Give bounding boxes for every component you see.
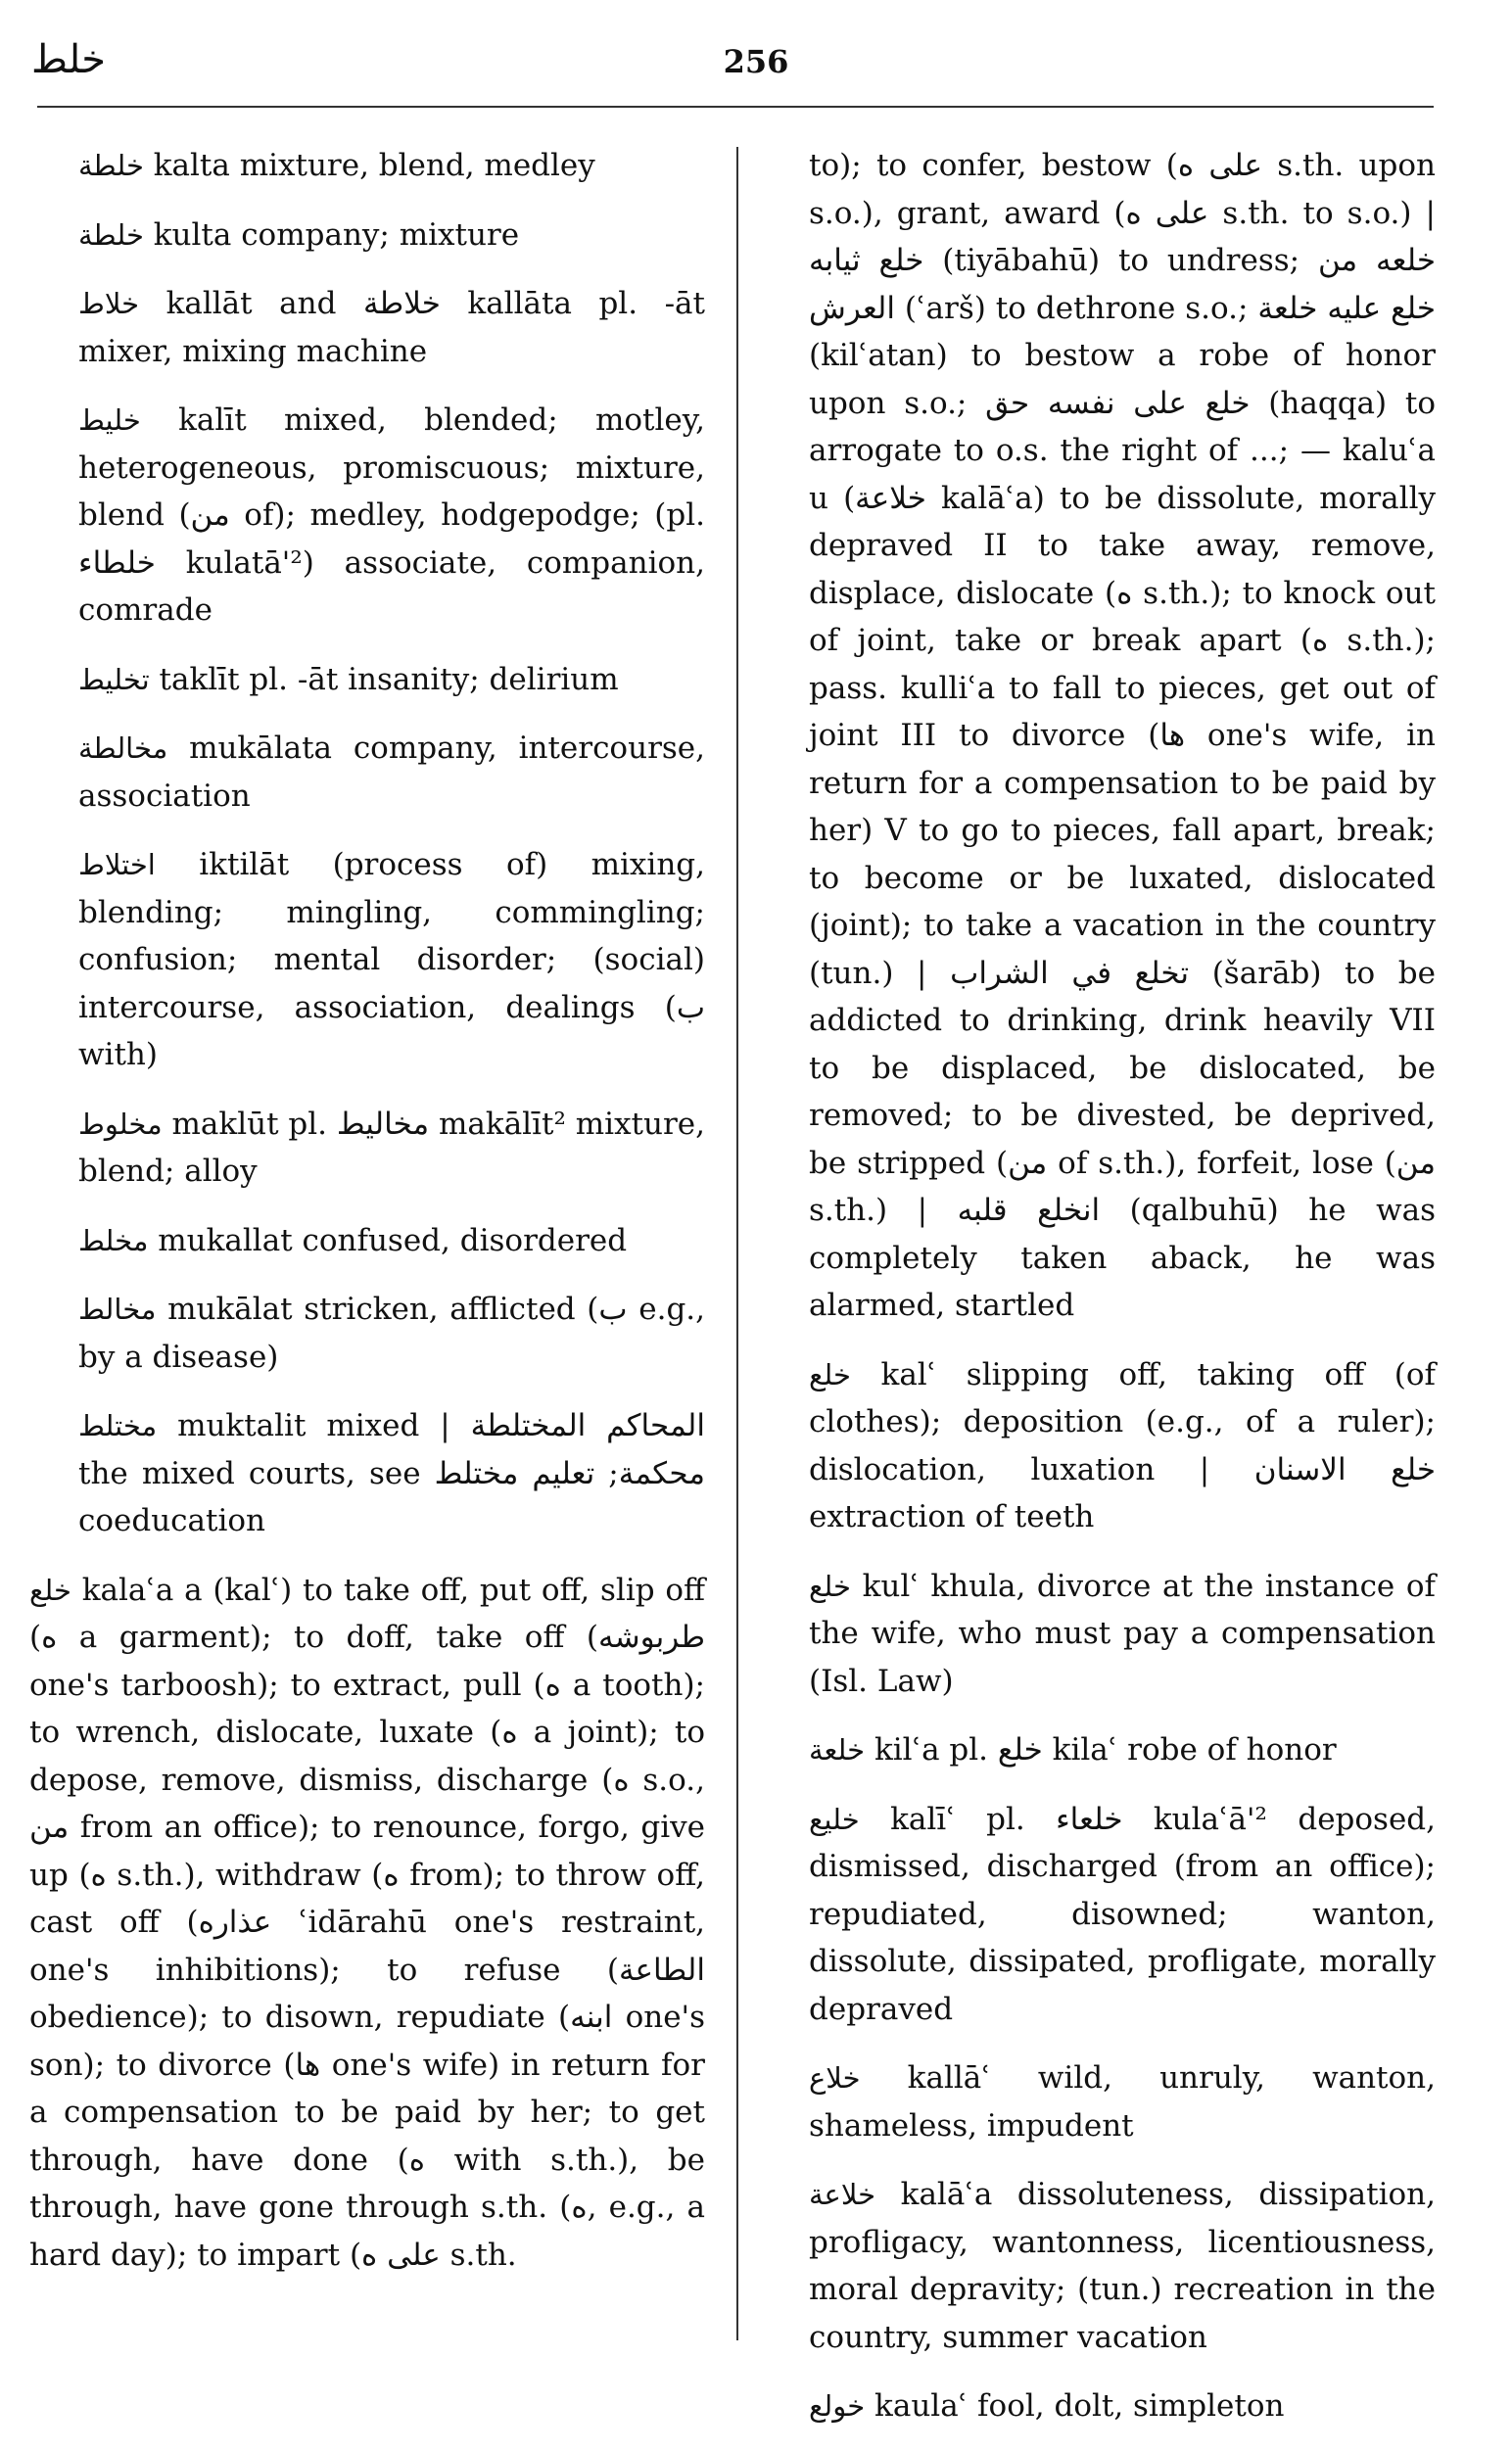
entry-definition: kalāʿa dissoluteness, dissipation, profligacy, wantonness, licentiousness, moral depravity; (tun.) recreation in the country, summer vacation — [809, 2177, 1437, 2355]
dictionary-entry — [78, 1286, 705, 1381]
dictionary-entry — [78, 656, 705, 704]
arabic-headword: اختلاط — [78, 848, 156, 881]
arabic-headword: خلع — [809, 1569, 851, 1603]
dictionary-entry — [78, 212, 705, 259]
entry-definition: kalīt mixed, blended; motley, heterogeneous, promiscuous; mixture, blend (من of); medley, hodgepodge; (pl. خلطاء kulatā'²) associate, companion, comrade — [78, 402, 705, 628]
dictionary-entry — [78, 1402, 705, 1545]
entry-definition: kulʿ khula, divorce at the instance of the wife, who must pay a compensation (Isl. Law) — [809, 1568, 1437, 1699]
dictionary-entry — [78, 1217, 705, 1265]
entry-definition: mukālat stricken, afflicted (ب e.g., by a disease) — [78, 1292, 705, 1375]
arabic-headword: خلطة — [78, 217, 144, 252]
dictionary-entry — [809, 2171, 1436, 2361]
dictionary-entry — [78, 841, 705, 1079]
entry-definition: kaulaʿ fool, dolt, simpleton — [874, 2388, 1285, 2424]
entry-definition: iktilāt (process of) mixing, blending; mingling, commingling; confusion; mental disorder; (social) intercourse, association, dealings (ب with) — [78, 847, 705, 1072]
dictionary-entry — [809, 142, 1436, 1330]
arabic-headword: مخلط — [78, 1223, 149, 1257]
entry-definition: maklūt pl. مخاليط makālīt² mixture, blend; alloy — [78, 1106, 705, 1189]
entry-definition: kalaʿa a (kalʿ) to take off, put off, slip off (ه a garment); to doff, take off (طربوشه one's tarboosh); to extract, pull (ه a tooth); to wrench, dislocate, luxate (ه a joint); to depose, remove, dismiss, discharge (ه s.o., من from an office); to renounce, forgo, give up (ه s.th.), withdraw (ه from); to throw off, cast off (عذاره ʿidārahū one's restraint, one's inhibitions); to refuse (الطاعة obedience); to disown, repudiate (ابنه one's son); to divorce (ها one's wife) in return for a compensation to be paid by her; to get through, have done (ه with s.th.), be through, have gone through s.th. (ه, e.g., a hard day); to impart (على ه s.th. — [29, 1572, 706, 2273]
right-column — [809, 142, 1436, 2452]
arabic-headword: خلطة — [78, 149, 144, 182]
arabic-headword: خلع — [29, 1573, 71, 1607]
arabic-headword: خلعة — [809, 1733, 866, 1767]
entry-definition: taklīt pl. -āt insanity; delirium — [159, 661, 619, 697]
entry-definition: kallāt and خلاطة kallāta pl. -āt mixer, mixing machine — [78, 286, 705, 369]
entry-definition: to); to confer, bestow (على ه s.th. upon s.o.), grant, award (على ه s.th. to s.o.) | خلع ثيابه (tiyābahū) to undress; خلعه من العرش (ʿarš) to dethrone s.o.; خلع عليه خلعة (kilʿatan) to bestow a robe of honor upon s.o.; خلع على نفسه حق (haqqa) to arrogate to o.s. the right of ...; — kaluʿa u (خلاعة kalāʿa) to be dissolute, morally depraved II to take away, remove, displace, dislocate (ه s.th.); to knock out of joint, take or break apart (ه s.th.); pass. kulliʿa to fall to pieces, get out of joint III to divorce (ها one's wife, in return for a compensation to be paid by her) V to go to pieces, fall apart, break; to become or be luxated, dislocated (joint); to take a vacation in the country (tun.) | تخلع في الشراب (šarāb) to be addicted to drinking, drink heavily VII to be displaced, be dislocated, be removed; to be divested, be deprived, be stripped (من of s.th.), forfeit, lose (من s.th.) | انخلع قلبه (qalbuhū) he was completely taken aback, he was alarmed, startled — [809, 148, 1437, 1323]
header-rule — [37, 106, 1434, 108]
arabic-headword: خلاع — [809, 2061, 861, 2095]
dictionary-entry — [78, 397, 705, 635]
arabic-headword: خلاعة — [809, 2178, 876, 2211]
dictionary-entry — [809, 1563, 1436, 1706]
arabic-headword: خلاط — [78, 287, 140, 320]
arabic-headword: تخليط — [78, 662, 150, 696]
entry-definition: mukallat confused, disordered — [158, 1222, 628, 1258]
dictionary-entry — [78, 725, 705, 820]
dictionary-entry — [809, 1351, 1436, 1541]
arabic-headword: خلع — [809, 1357, 851, 1391]
entry-definition: kalīʿ pl. خلعاء kulaʿā'² deposed, dismissed, discharged (from an office); repudiated, disowned; wanton, dissolute, dissipated, profligate, morally depraved — [809, 1801, 1437, 2027]
dictionary-entry — [78, 1101, 705, 1196]
entry-definition: kalʿ slipping off, taking off (of clothes); deposition (e.g., of a ruler); dislocation, luxation | خلع الاسنان extraction of teeth — [809, 1356, 1436, 1534]
arabic-headword: مخالطة — [78, 731, 168, 765]
entry-definition: muktalit mixed | المحاكم المختلطة the mixed courts, see محكمة; تعليم مختلط coeducation — [78, 1408, 705, 1538]
dictionary-entry — [78, 280, 705, 375]
entry-definition: kulta company; mixture — [153, 216, 520, 253]
column-divider — [736, 147, 738, 2340]
arabic-headword: مختلط — [78, 1409, 158, 1442]
dictionary-entry — [78, 142, 705, 190]
arabic-headword: خولع — [809, 2389, 866, 2423]
entry-definition: kilʿa pl. خلع kilaʿ robe of honor — [874, 1732, 1337, 1768]
dictionary-entry — [809, 2382, 1436, 2430]
arabic-headword: خليع — [809, 1802, 860, 1836]
page-number: 256 — [723, 43, 789, 80]
arabic-headword: مخالط — [78, 1293, 157, 1326]
dictionary-entry — [809, 1796, 1436, 2034]
entry-definition: mukālata company, intercourse, association — [78, 731, 705, 814]
left-column — [29, 142, 706, 2300]
page-header — [0, 0, 1512, 113]
root-word: خلط — [31, 37, 106, 82]
arabic-headword: خليط — [78, 403, 141, 437]
dictionary-entry — [809, 1726, 1436, 1774]
dictionary-entry — [29, 1567, 705, 2280]
arabic-headword: مخلوط — [78, 1107, 163, 1141]
entry-definition: kallāʿ wild, unruly, wanton, shameless, impudent — [809, 2060, 1436, 2144]
entry-definition: kalta mixture, blend, medley — [153, 148, 595, 183]
dictionary-entry — [809, 2054, 1436, 2149]
